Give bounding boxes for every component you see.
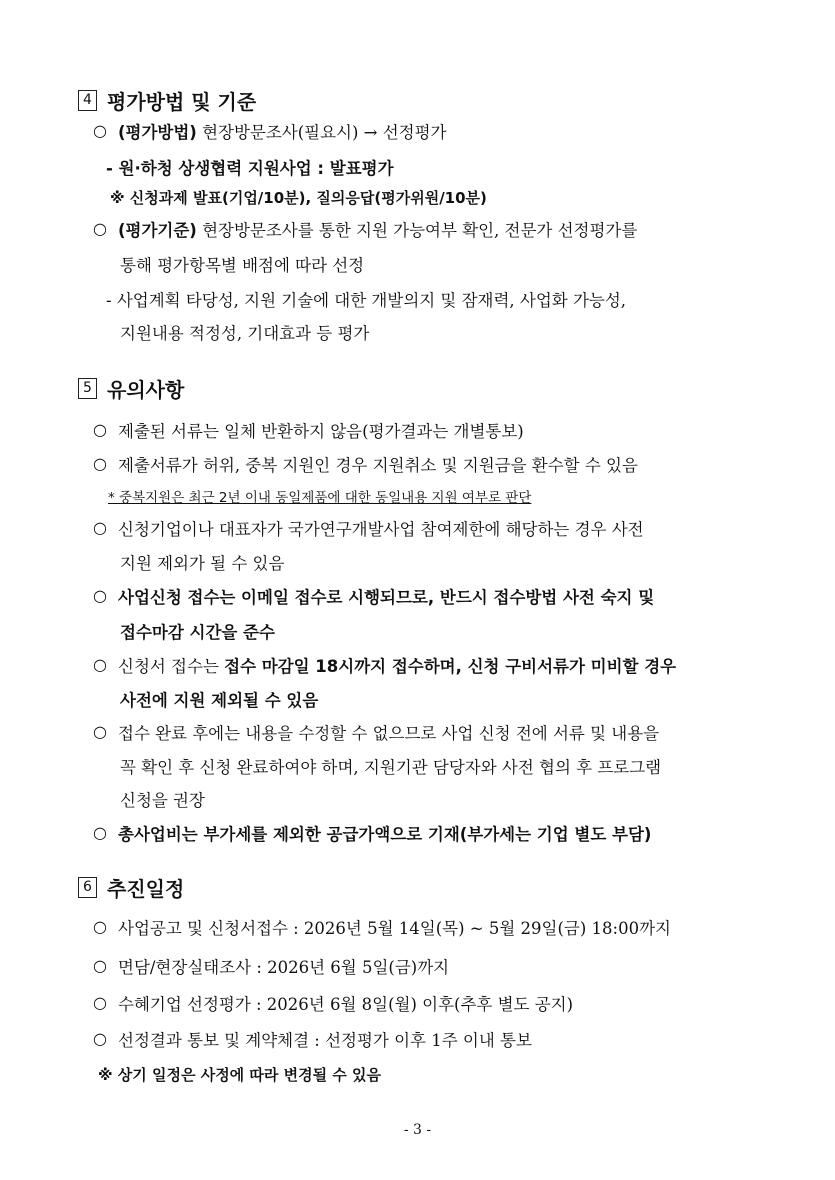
bullet-circle: ○	[93, 823, 107, 842]
bullet-circle: ○	[93, 722, 107, 741]
bullet-circle: ○	[93, 993, 107, 1012]
text-line: 지원 제외가 될 수 있음	[120, 554, 285, 573]
bullet-circle: ○	[93, 655, 107, 674]
text-line: 제출서류가 허위, 중복 지원인 경우 지원취소 및 지원금을 환수할 수 있음	[118, 456, 638, 475]
schedule-item: 면담/현장실태조사 : 2026년 6월 5일(금)까지	[118, 958, 450, 977]
text-line: 신청기업이나 대표자가 국가연구개발사업 참여제한에 해당하는 경우 사전	[118, 520, 644, 539]
text-line: (평가기준) 현장방문조사를 통한 지원 가능여부 확인, 전문가 선정평가를	[118, 221, 638, 240]
schedule-item: 수혜기업 선정평가 : 2026년 6월 8일(월) 이후(추후 별도 공지)	[118, 995, 574, 1014]
section-6-heading	[78, 873, 184, 902]
section-number-box: 6	[78, 877, 97, 898]
bullet-circle: ○	[93, 917, 107, 936]
text-line: 신청서 접수는 접수 마감일 18시까지 접수하며, 신청 구비서류가 미비할 경우	[118, 657, 677, 676]
text-line: 사업신청 접수는 이메일 접수로 시행되므로, 반드시 접수방법 사전 숙지 및	[118, 588, 655, 607]
text-line: 통해 평가항목별 배점에 따라 선정	[120, 256, 365, 275]
section-number-box: 4	[78, 90, 97, 111]
section-number-box: 5	[78, 378, 97, 399]
bullet-circle: ○	[93, 219, 107, 238]
section-title: 평가방법 및 기준	[107, 90, 257, 114]
bullet-circle: ○	[93, 121, 107, 140]
text-line: 제출된 서류는 일체 반환하지 않음(평가결과는 개별통보)	[118, 422, 524, 441]
bullet-circle: ○	[93, 454, 107, 473]
schedule-item: 선정결과 통보 및 계약체결 : 선정평가 이후 1주 이내 통보	[118, 1031, 532, 1050]
text-line: 꼭 확인 후 신청 완료하여야 하며, 지원기관 담당자와 사전 협의 후 프로그램	[120, 758, 662, 777]
text-line: 접수마감 시간을 준수	[120, 623, 275, 642]
note-line: ※ 신청과제 발표(기업/10분), 질의응답(평가위원/10분)	[110, 189, 487, 207]
bullet-circle: ○	[93, 956, 107, 975]
schedule-item: 사업공고 및 신청서접수 : 2026년 5월 14일(목) ~ 5월 29일(금) 18:00까지	[118, 919, 671, 938]
text-line: - 원·하청 상생협력 지원사업 : 발표평가	[106, 159, 394, 178]
section-title: 유의사항	[107, 378, 185, 402]
section-title: 추진일정	[107, 877, 185, 901]
section-4-heading	[78, 86, 256, 115]
text-line: (평가방법) 현장방문조사(필요시) → 선정평가	[118, 123, 447, 142]
bullet-circle: ○	[93, 1029, 107, 1048]
text-line: 신청을 권장	[120, 791, 205, 810]
text-line: 접수 완료 후에는 내용을 수정할 수 없으므로 사업 신청 전에 서류 및 내용을	[118, 724, 660, 743]
bullet-circle: ○	[93, 518, 107, 537]
note-line: ※ 상기 일정은 사정에 따라 변경될 수 있음	[98, 1066, 381, 1084]
text-line: 사전에 지원 제외될 수 있음	[120, 691, 319, 710]
bullet-circle: ○	[93, 586, 107, 605]
text-line: 지원내용 적정성, 기대효과 등 평가	[120, 324, 370, 343]
page-number: - 3 -	[403, 1122, 432, 1138]
text-line: - 사업계획 타당성, 지원 기술에 대한 개발의지 및 잠재력, 사업화 가능성,	[106, 291, 627, 310]
text-line: 총사업비는 부가세를 제외한 공급가액으로 기재(부가세는 기업 별도 부담)	[118, 825, 652, 844]
note-line: * 중복지원은 최근 2년 이내 동일제품에 대한 동일내용 지원 여부로 판단	[108, 490, 532, 506]
bullet-circle: ○	[93, 420, 107, 439]
section-5-heading	[78, 374, 184, 403]
